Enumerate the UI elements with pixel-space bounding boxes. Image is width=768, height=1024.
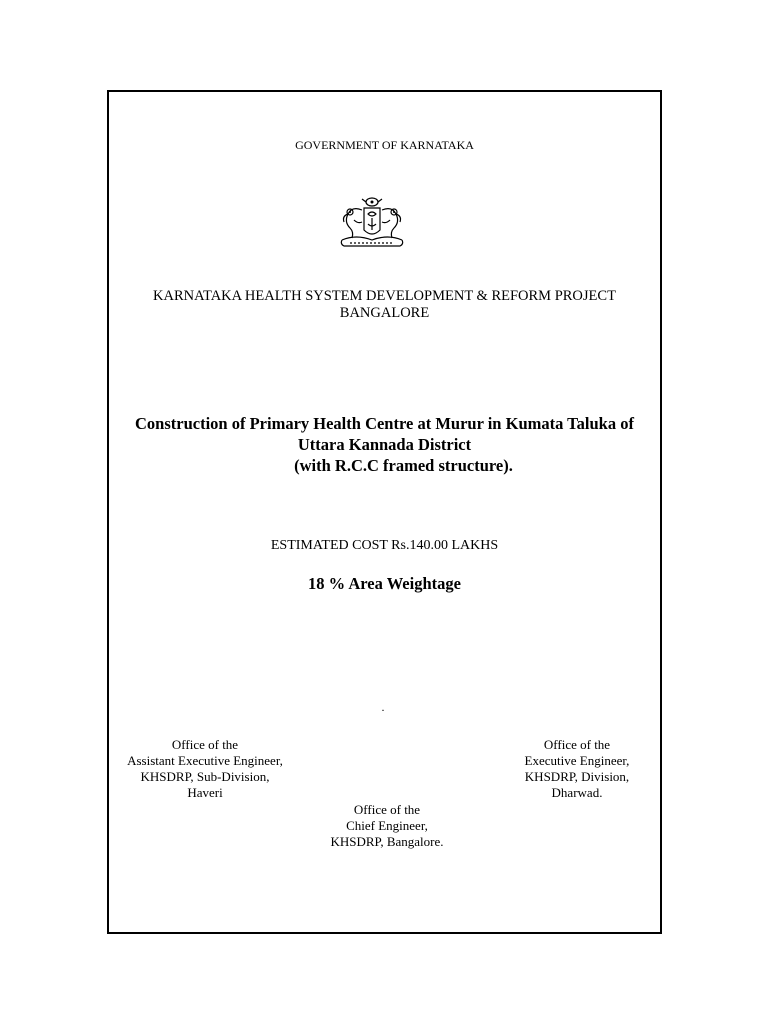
project-heading	[107, 288, 662, 322]
work-title-line-2: Uttara Kannada District	[297, 435, 472, 454]
office-center-line-1: Office of the	[353, 802, 421, 817]
office-assistant-executive-engineer	[110, 737, 300, 801]
office-center-line-3: KHSDRP, Bangalore.	[330, 834, 444, 849]
office-left-line-3: KHSDRP, Sub-Division,	[140, 769, 270, 784]
project-name: KARNATAKA HEALTH SYSTEM DEVELOPMENT & REFORM PROJECT	[153, 288, 616, 304]
office-chief-engineer	[292, 802, 482, 850]
karnataka-state-emblem-icon	[336, 196, 408, 252]
office-right-line-1: Office of the	[543, 737, 611, 752]
office-right-line-2: Executive Engineer,	[524, 753, 630, 768]
office-left-line-2: Assistant Executive Engineer,	[127, 753, 283, 768]
office-left-line-1: Office of the	[171, 737, 239, 752]
office-left-line-4: Haveri	[187, 785, 223, 800]
area-weightage: 18 % Area Weightage	[308, 574, 461, 593]
work-title-line-3: (with R.C.C framed structure).	[294, 456, 513, 475]
office-right-line-4: Dharwad.	[551, 785, 603, 800]
work-title-line-1: Construction of Primary Health Centre at Murur in Kumata Taluka of	[135, 414, 634, 433]
work-title	[107, 413, 662, 476]
office-right-line-3: KHSDRP, Division,	[524, 769, 630, 784]
office-executive-engineer	[482, 737, 672, 801]
office-center-line-2: Chief Engineer,	[346, 818, 428, 833]
government-heading: GOVERNMENT OF KARNATAKA	[295, 138, 474, 152]
estimated-cost: ESTIMATED COST Rs.140.00 LAKHS	[270, 538, 499, 553]
project-city: BANGALORE	[339, 305, 430, 321]
separator-dot: .	[381, 700, 385, 714]
